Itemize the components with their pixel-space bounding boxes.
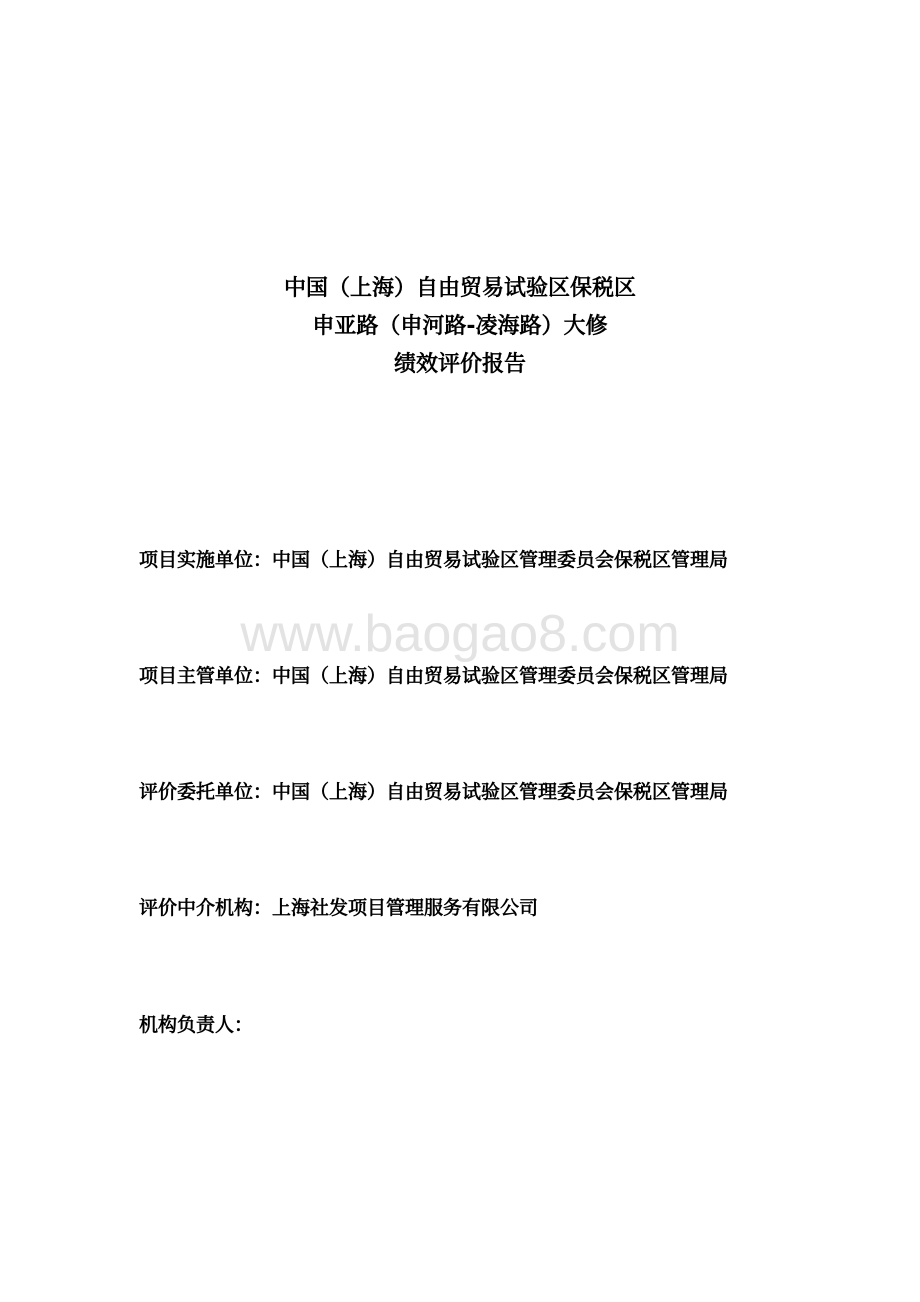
field-evaluation-agency [139, 896, 538, 920]
field-value: 中国（上海）自由贸易试验区管理委员会保税区管理局 [272, 665, 729, 687]
title-line-2: 申亚路（申河路-凌海路）大修 [312, 314, 608, 339]
report-title [0, 270, 920, 384]
field-commissioning-unit [139, 780, 728, 804]
field-implementing-unit [139, 548, 728, 572]
field-label: 项目实施单位： [139, 549, 273, 571]
title-line-3: 绩效评价报告 [393, 352, 526, 377]
field-supervising-unit [139, 664, 728, 688]
field-value: 中国（上海）自由贸易试验区管理委员会保税区管理局 [272, 781, 729, 803]
field-value: 中国（上海）自由贸易试验区管理委员会保税区管理局 [272, 549, 729, 571]
watermark-text: www.baogao8.com [240, 605, 680, 663]
field-label: 机构负责人： [139, 1014, 254, 1036]
field-agency-head [139, 1013, 253, 1037]
field-label: 评价委托单位： [139, 781, 273, 803]
field-value: 上海社发项目管理服务有限公司 [272, 897, 539, 919]
title-line-1: 中国（上海）自由贸易试验区保税区 [283, 276, 636, 301]
field-label: 项目主管单位： [139, 665, 273, 687]
field-label: 评价中介机构： [139, 897, 273, 919]
